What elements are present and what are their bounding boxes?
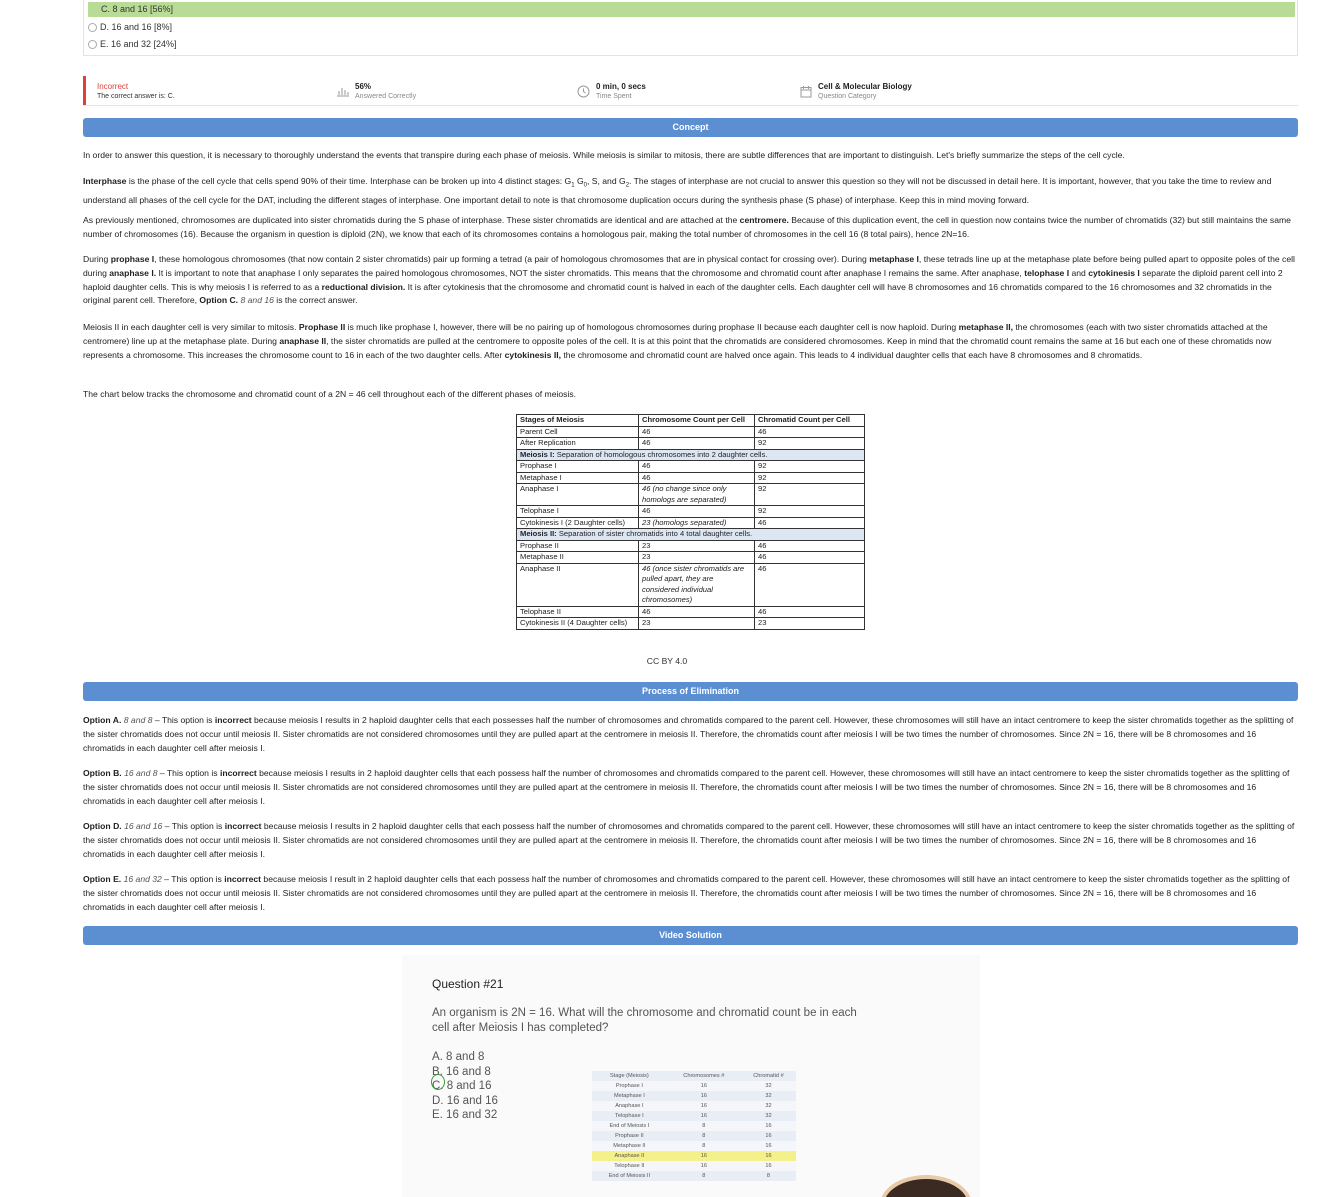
concept-header: Concept	[83, 118, 1298, 137]
table-header: Chromosome Count per Cell	[639, 415, 755, 427]
time-label: Time Spent	[596, 92, 632, 100]
elimination-option-a: Option A. 8 and 8 – This option is incorrect because meiosis I results in 2 haploid daughter cells that each possesses half the number of chromosomes and chromatids compared to the parent cell. However, these chromosomes will still have an intact centromere to keep the sister chromatids together as the splitting of the sister chromatids does not occur until meiosis II. Sister chromatids are not considered chromosomes until they are pulled apart at the centromere in meiosis II. Therefore, the chromatids count after meiosis I will be two times the number of chromosomes. Since 2N = 16, there will be 8 chromosomes and 16 chromatids in each daughter cell after meiosis I.	[83, 715, 1294, 753]
concept-paragraph-1: In order to answer this question, it is necessary to thoroughly understand the events that transpire during each phase of meiosis. While meiosis is similar to mitosis, there are subtle differences that are important to distinguish. Let's briefly summarize the steps of the cell cycle.	[83, 150, 1125, 160]
table-row: Telophase II 46 46	[517, 606, 865, 618]
table-section-meiosis-1: Meiosis I: Separation of homologous chromosomes into 2 daughter cells.	[517, 449, 865, 461]
meiosis-table	[516, 414, 865, 630]
table-row: Cytokinesis I (2 Daughter cells) 23 (homologs separated) 46	[517, 517, 865, 529]
presenter-avatar	[880, 1175, 972, 1197]
video-question-title: Question #21	[432, 977, 504, 991]
correct-answer-text: The correct answer is: C.	[97, 92, 175, 100]
table-credit: CC BY 4.0	[646, 656, 688, 666]
table-row: Anaphase II 46 (once sister chromatids are pulled apart, they are considered individual chromosomes) 46	[517, 563, 865, 606]
table-row: Prophase I 46 92	[517, 461, 865, 473]
bar-chart-icon	[336, 85, 349, 97]
elimination-option-d: Option D. 16 and 16 – This option is incorrect because meiosis I results in 2 haploid daughter cells that each possess half the number of chromosomes and chromatids compared to the parent cell. However, these chromosomes will still have an intact centromere to keep the sister chromatids together as the splitting of the sister chromatids does not occur until meiosis II. Sister chromatids are not considered chromosomes until they are pulled apart at the centromere in meiosis II. Therefore, the chromatids count after meiosis I will be two times the number of chromosomes. Since 2N = 16, there will be 8 chromosomes and 16 chromatids in each daughter cell after meiosis I.	[83, 821, 1295, 859]
table-row: Telophase I 46 92	[517, 506, 865, 518]
video-question-text: An organism is 2N = 16. What will the chromosome and chromatid count be in each cell after Meiosis I has completed?	[432, 1007, 857, 1034]
concept-paragraph-meiosis-2: Meiosis II in each daughter cell is very similar to mitosis. Prophase II is much like prophase I, however, there will be no pairing up of homologous chromosomes during prophase II because each daughter cell is now haploid. During metaphase II, the chromosomes (each with two sister chromatids attached at the centromere) line up at the metaphase plate. During anaphase II, the sister chromatids are pulled at the centromere to opposite poles of the cell. It is at this point that the chromatids are considered chromosomes. Keep in mind that the chromatid count remains the same at 16 but each one of these chromatids now represents a chromosome. This increases the chromosome count to 16 in each of the two daughter cells. After cytokinesis II, the chromosome and chromatid count are halved once again. This leads to 4 individual daughter cells that each have 8 chromosomes and 8 chromatids.	[83, 322, 1272, 360]
answer-circle-annotation	[431, 1074, 445, 1090]
table-row: Metaphase I 46 92	[517, 472, 865, 484]
calendar-icon	[800, 85, 812, 98]
table-header: Stages of Meiosis	[517, 415, 639, 427]
percent-value: 56%	[355, 81, 372, 91]
radio-e[interactable]	[88, 40, 97, 49]
radio-d[interactable]	[88, 23, 97, 32]
concept-paragraph-duplication: As previously mentioned, chromosomes are duplicated into sister chromatids during the S phase of interphase. These sister chromatids are identical and are attached at the centromere. Because of this duplication event, the cell in question now contains twice the number of chromatids (32) but still maintains the same number of chromosomes (16). Because the organism in question is diploid (2N), we know that each of its chromosomes contains a homologous pair, making the total number of chromosomes in the cell 16 (8 total pairs), hence 2N=16.	[83, 215, 1291, 239]
elimination-option-b: Option B. 16 and 8 – This option is incorrect because meiosis I results in 2 haploid daughter cells that each possess half the number of chromosomes and chromatids compared to the parent cell. However, these chromosomes will still have an intact centromere to keep the sister chromatids together as the splitting of the sister chromatids does not occur until meiosis II. Sister chromatids are not considered chromosomes until they are pulled apart at the centromere in meiosis II. Therefore, the chromatids count after meiosis I will be two times the number of chromosomes. Since 2N = 16, there will be 8 chromosomes and 16 chromatids in each daughter cell after meiosis I.	[83, 768, 1290, 806]
elimination-header: Process of Elimination	[83, 682, 1298, 701]
percent-label: Answered Correctly	[355, 92, 417, 100]
option-c-correct[interactable]: C. 8 and 16 [56%]	[88, 2, 1295, 17]
elimination-option-e: Option E. 16 and 32 – This option is incorrect because meiosis I result in 2 haploid daughter cells that each possess half the number of chromosomes and chromatids compared to the parent cell. However, these chromosomes will still have an intact centromere to keep the sister chromatids together as the splitting of the sister chromatids does not occur until meiosis II. Sister chromatids are not considered chromosomes until they are pulled apart at the centromere in meiosis II. Therefore, the chromatids count after meiosis I will be two times the number of chromosomes. Since 2N = 16, there will be 8 chromosomes and 16 chromatids in each daughter cell after meiosis I.	[83, 874, 1290, 912]
result-stats	[83, 76, 1298, 106]
video-stage-table: Stage (Meiosis) Chromosomes # Chromatid # Prophase I 16 32 Metaphase I 16 32 Anaphase I 16 32 Telophase I 16 32 End of Meiosis I 8 16 Prophase II 8 16 Metaphase II 8 16 Anaphase II 16 16 Telophase II 16 16 End of Meiosis II 8 8	[592, 1071, 796, 1181]
answer-options	[83, 0, 1298, 56]
table-row: Prophase II 23 46	[517, 540, 865, 552]
category-label: Question Category	[818, 92, 877, 100]
result-label: Incorrect	[97, 81, 129, 91]
table-section-meiosis-2: Meiosis II: Separation of sister chromatids into 4 total daughter cells.	[517, 529, 865, 541]
chart-intro: The chart below tracks the chromosome and chromatid count of a 2N = 46 cell throughout each of the different phases of meiosis.	[83, 389, 577, 399]
time-value: 0 min, 0 secs	[596, 81, 646, 91]
category-value: Cell & Molecular Biology	[818, 81, 912, 91]
incorrect-indicator	[83, 76, 86, 105]
table-row: Metaphase II 23 46	[517, 552, 865, 564]
concept-paragraph-interphase: Interphase is the phase of the cell cycle that cells spend 90% of their time. Interphase can be broken up into 4 distinct stages: $G_1$ $G_0$, S, and $G_2$. The stages of interphase are not crucial to answer this question so they will not be discussed in detail here. It is important, however, that you take the time to review and understand all phases of the cell cycle for the DAT, including the different stages of interphase. One important detail to note is that chromosome duplication occurs during the synthesis phase (S phase) of interphase. Keep this in mind moving forward.	[83, 176, 1272, 205]
clock-icon	[577, 85, 590, 98]
table-row: Anaphase I 46 (no change since only homologs are separated) 92	[517, 484, 865, 506]
option-e[interactable]: E. 16 and 32 [24%]	[88, 37, 177, 51]
table-header: Chromatid Count per Cell	[755, 415, 865, 427]
video-question-options: A. 8 and 8 B. 16 and 8 C. 8 and 16 D. 16 and 16 E. 16 and 32	[432, 1051, 498, 1122]
table-row: Cytokinesis II (4 Daughter cells) 23 23	[517, 618, 865, 630]
table-row: After Replication 46 92	[517, 438, 865, 450]
table-row: Parent Cell 46 46	[517, 426, 865, 438]
option-d[interactable]: D. 16 and 16 [8%]	[88, 20, 172, 34]
concept-paragraph-meiosis-1: During prophase I, these homologous chromosomes (that now contain 2 sister chromatids) pair up forming a tetrad (a pair of homologous chromosomes that are in physical contact for crossing over). During metaphase I, these tetrads line up at the metaphase plate before being pulled apart to opposite poles of the cell during anaphase I. It is important to note that anaphase I only separates the paired homologous chromosomes, NOT the sister chromatids. This means that the chromosome and chromatid count after anaphase I remains the same. After anaphase, telophase I and cytokinesis I separate the diploid parent cell into 2 haploid daughter cells. This is why meiosis I is referred to as a reductional division. It is after cytokinesis that the chromosome and chromatid count is halved in each of the daughter cells. Each daughter cell will have 8 chromosomes and 16 chromatids compared to the 16 chromosomes and 32 chromatids in the original parent cell. Therefore, Option C. 8 and 16 is the correct answer.	[83, 254, 1295, 306]
video-player[interactable]	[402, 955, 980, 1197]
video-solution-header: Video Solution	[83, 926, 1298, 945]
